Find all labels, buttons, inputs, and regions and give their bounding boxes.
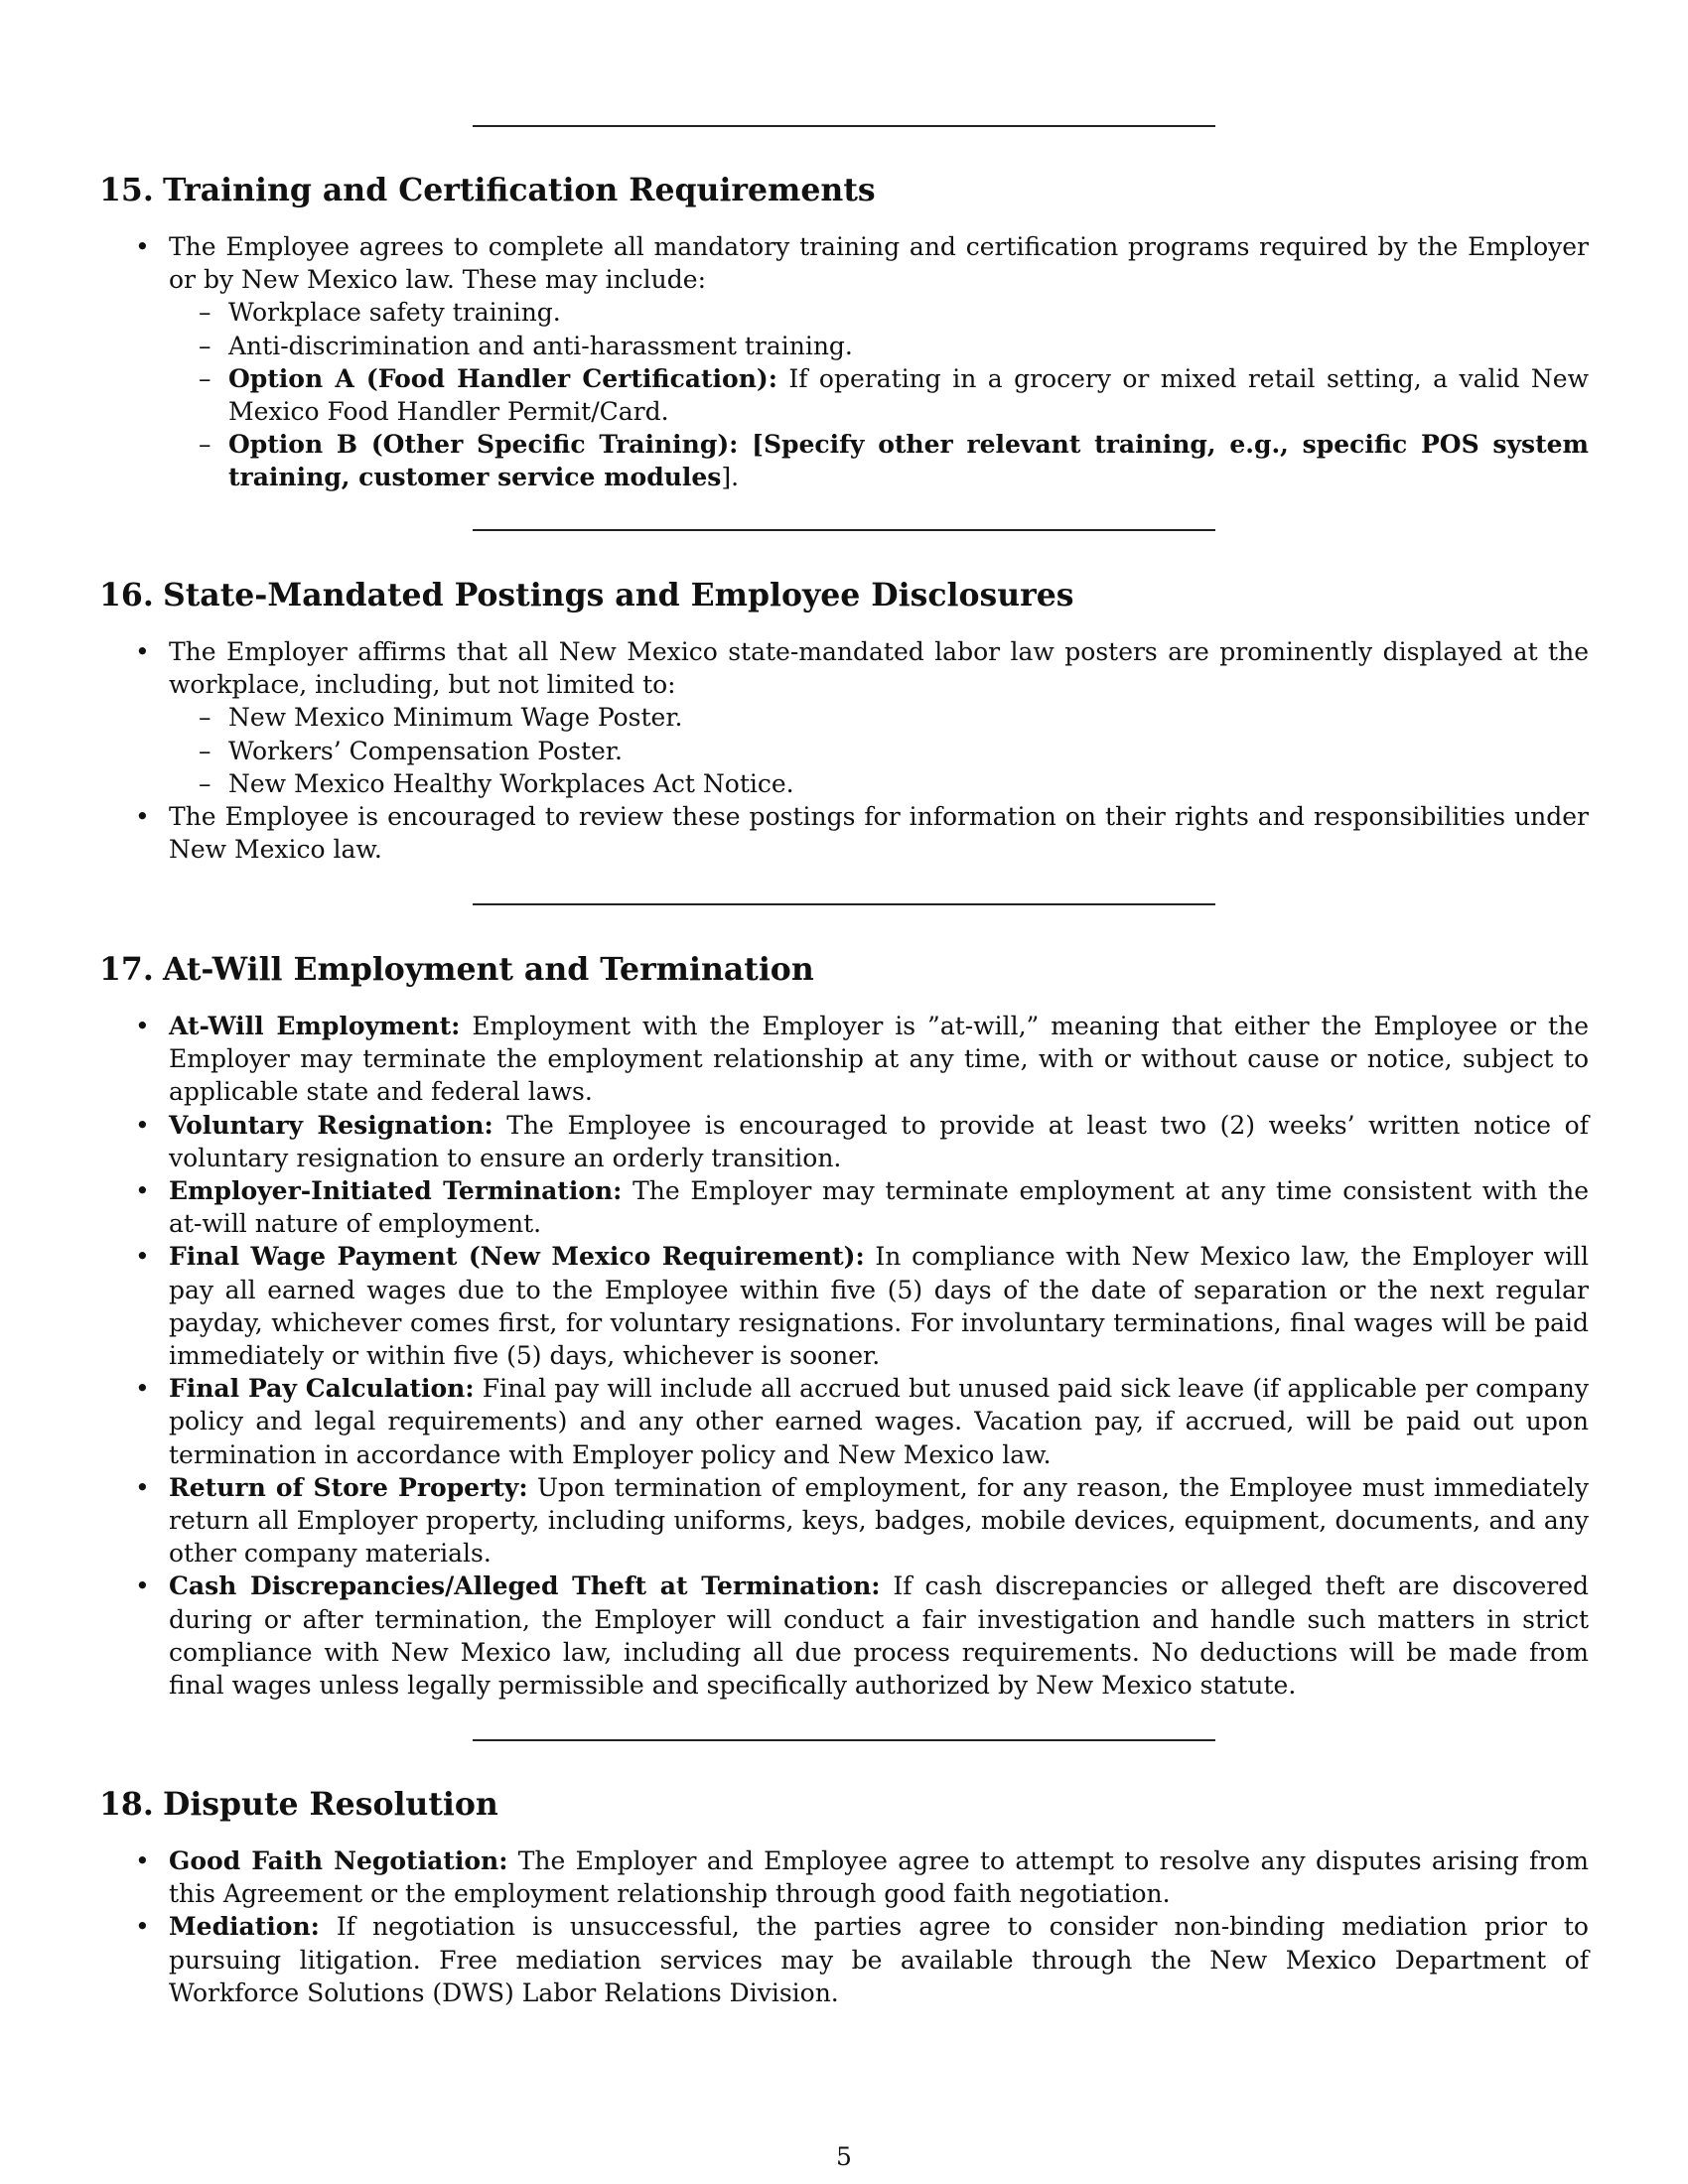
list-item: • At-Will Employment: Employment with the Employer is ”at-will,” meaning that either the Employee or the Employer may terminate the employment relationship at any time, with or without cause or notice, subject to applicable state and federal laws.	[169, 1010, 1589, 1109]
list-item: • Final Wage Payment (New Mexico Requirement): In compliance with New Mexico law, the Employer will pay all earned wages due to the Employee within five (5) days of the date of separation or the next regular payday, whichever comes first, for voluntary resignations. For involuntary terminations, final wages will be paid immediately or within five (5) days, whichever is sooner.	[169, 1240, 1589, 1372]
section-divider	[473, 1739, 1215, 1741]
section-15	[99, 171, 1589, 494]
sub-list-item: – Option B (Other Specific Training): [Specify other relevant training, e.g., specific POS system training, customer service modules].	[228, 428, 1589, 493]
sub-list-item: – Option A (Food Handler Certification): If operating in a grocery or mixed retail setting, a valid New Mexico Food Handler Permit/Card.	[228, 362, 1589, 428]
list-item: • Employer-Initiated Termination: The Employer may terminate employment at any time consistent with the at-will nature of employment.	[169, 1174, 1589, 1240]
list-item: • The Employee agrees to complete all mandatory training and certification programs required by the Employer or by New Mexico law. These may include: – Workplace safety training. – Anti-discrimination and anti-harassment training. – Option A (Food Handler Certification): If operating in a grocery or mixed retail setting, a valid New Mexico Food Handler Permit/Card. – Option B (Other Specific Training): [Specify other relevant training, e.g., specific POS system training, customer service modules].	[169, 230, 1589, 494]
list-item: • Mediation: If negotiation is unsuccessful, the parties agree to consider non-binding mediation prior to pursuing litigation. Free mediation services may be available through the New Mexico Department of Workforce Solutions (DWS) Labor Relations Division.	[169, 1910, 1589, 2009]
section-17-heading: 17. At-Will Employment and Termination	[99, 951, 814, 988]
section-17	[99, 950, 1589, 1702]
section-16-heading: 16. State-Mandated Postings and Employee Disclosures	[99, 577, 1074, 614]
section-divider	[473, 125, 1215, 127]
list-item: • Cash Discrepancies/Alleged Theft at Termination: If cash discrepancies or alleged theft are discovered during or after termination, the Employer will conduct a fair investigation and handle such matters in strict compliance with New Mexico law, including all due process requirements. No deductions will be made from final wages unless legally permissible and specifically authorized by New Mexico statute.	[169, 1570, 1589, 1702]
section-15-heading: 15. Training and Certification Requirements	[99, 172, 876, 208]
list-item: • Return of Store Property: Upon termination of employment, for any reason, the Employee must immediately return all Employer property, including uniforms, keys, badges, mobile devices, equipment, documents, and any other company materials.	[169, 1471, 1589, 1570]
sub-list-item: – Workers’ Compensation Poster.	[228, 735, 1589, 767]
sub-list-item: – New Mexico Healthy Workplaces Act Notice.	[228, 767, 1589, 800]
sub-list-item: – New Mexico Minimum Wage Poster.	[228, 701, 1589, 734]
list-item: • Voluntary Resignation: The Employee is encouraged to provide at least two (2) weeks’ written notice of voluntary resignation to ensure an orderly transition.	[169, 1109, 1589, 1174]
section-divider	[473, 903, 1215, 905]
sub-list-item: – Workplace safety training.	[228, 296, 1589, 329]
section-16	[99, 576, 1589, 866]
section-18	[99, 1785, 1589, 2009]
sub-list-item: – Anti-discrimination and anti-harassment training.	[228, 330, 1589, 362]
list-item: • Good Faith Negotiation: The Employer and Employee agree to attempt to resolve any disputes arising from this Agreement or the employment relationship through good faith negotiation.	[169, 1844, 1589, 1910]
section-divider	[473, 529, 1215, 531]
list-item: • The Employee is encouraged to review these postings for information on their rights and responsibilities under New Mexico law.	[169, 800, 1589, 866]
list-item: • The Employer affirms that all New Mexico state-mandated labor law posters are prominently displayed at the workplace, including, but not limited to: – New Mexico Minimum Wage Poster. – Workers’ Compensation Poster. – New Mexico Healthy Workplaces Act Notice.	[169, 635, 1589, 800]
page-number: 5	[836, 2142, 852, 2171]
list-item: • Final Pay Calculation: Final pay will include all accrued but unused paid sick leave (if applicable per company policy and legal requirements) and any other earned wages. Vacation pay, if accrued, will be paid out upon termination in accordance with Employer policy and New Mexico law.	[169, 1372, 1589, 1471]
section-18-heading: 18. Dispute Resolution	[99, 1786, 498, 1823]
